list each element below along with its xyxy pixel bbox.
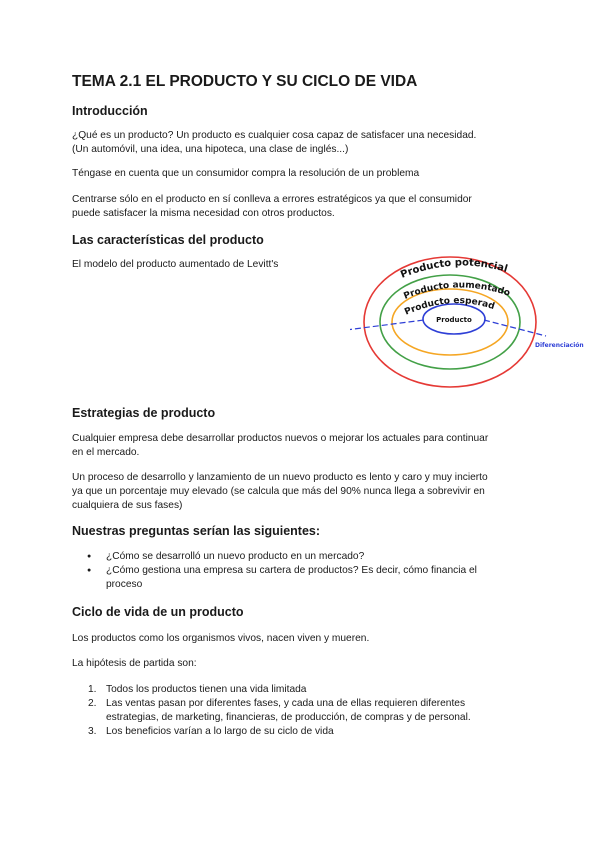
- ciclo-paragraph-1: Los productos como los organismos vivos, nacen viven y mueren.: [72, 633, 370, 644]
- intro-p1-line2: (Un automóvil, una idea, una hipoteca, una clase de inglés...): [72, 144, 349, 155]
- preguntas-item-2-line2: proceso: [106, 579, 143, 590]
- list-item: [72, 683, 532, 697]
- preguntas-item-2-line1: ¿Cómo gestiona una empresa su cartera de productos? Es decir, cómo financia el: [106, 565, 477, 576]
- estrategias-p1-line1: Cualquier empresa debe desarrollar productos nuevos o mejorar los actuales para continuar: [72, 433, 489, 444]
- list-item: [72, 550, 532, 564]
- list-number: 1.: [88, 684, 97, 695]
- list-item: [72, 564, 532, 592]
- list-item: [72, 697, 532, 725]
- section-heading-estrategias: Estrategias de producto: [72, 406, 216, 420]
- estrategias-p2-line1: Un proceso de desarrollo y lanzamiento de un nuevo producto es lento y caro y muy incierto: [72, 472, 488, 483]
- estrategias-p2-line3: cualquiera de sus fases): [72, 500, 183, 511]
- levitt-product-diagram: [350, 252, 590, 407]
- estrategias-paragraph-1: [72, 432, 524, 460]
- svg-text:Producto potencial: [399, 257, 509, 280]
- intro-p3-line1: Centrarse sólo en el producto en sí conlleva a errores estratégicos ya que el consumidor: [72, 194, 472, 205]
- preguntas-item-1: ¿Cómo se desarrolló un nuevo producto en un mercado?: [106, 551, 365, 562]
- ciclo-hipotesis-list: [72, 683, 532, 739]
- section-heading-preguntas: Nuestras preguntas serían las siguientes:: [72, 524, 321, 538]
- list-number: 3.: [88, 726, 97, 737]
- intro-paragraph-3: [72, 193, 524, 221]
- estrategias-p1-line2: en el mercado.: [72, 447, 140, 458]
- section-heading-introduccion: Introducción: [72, 104, 148, 118]
- list-number: 2.: [88, 698, 97, 709]
- hipotesis-item-2-line1: Las ventas pasan por diferentes fases, y cada una de ellas requieren diferentes: [106, 698, 466, 709]
- label-producto-esperado: Producto esperad: [403, 296, 496, 318]
- label-producto-core: Producto: [436, 316, 472, 324]
- preguntas-list: [72, 550, 532, 592]
- page-title: TEMA 2.1 EL PRODUCTO Y SU CICLO DE VIDA: [72, 73, 418, 90]
- intro-p1-line1: ¿Qué es un producto? Un producto es cualquier cosa capaz de satisfacer una necesidad.: [72, 130, 477, 141]
- intro-paragraph-2: Téngase en cuenta que un consumidor compra la resolución de un problema: [72, 168, 420, 179]
- label-producto-potencial: Producto potencial: [399, 257, 509, 281]
- hipotesis-item-2-line2: estrategias, de marketing, financieras, de producción, de compras y de personal.: [106, 712, 471, 723]
- estrategias-p2-line2: ya que un porcentaje muy elevado (se calcula que más del 90% nunca llega a sobrevivir en: [72, 486, 485, 497]
- estrategias-paragraph-2: [72, 471, 524, 513]
- ciclo-paragraph-2: La hipótesis de partida son:: [72, 658, 197, 669]
- section-heading-ciclo: Ciclo de vida de un producto: [72, 605, 244, 619]
- intro-paragraph-1: [72, 129, 524, 157]
- differentiation-axis-left: [350, 320, 424, 330]
- label-diferenciacion: Diferenciación: [535, 342, 584, 349]
- hipotesis-item-1: Todos los productos tienen una vida limitada: [106, 684, 307, 695]
- levitt-diagram-svg: [350, 252, 590, 402]
- label-producto-aumentado: Producto aumentado: [402, 280, 512, 302]
- hipotesis-item-3: Los beneficios varían a lo largo de su ciclo de vida: [106, 726, 334, 737]
- caracteristicas-text: El modelo del producto aumentado de Levitt's: [72, 259, 279, 270]
- list-item: [72, 725, 532, 739]
- intro-p3-line2: puede satisfacer la misma necesidad con otros productos.: [72, 208, 335, 219]
- section-heading-caracteristicas: Las características del producto: [72, 233, 264, 247]
